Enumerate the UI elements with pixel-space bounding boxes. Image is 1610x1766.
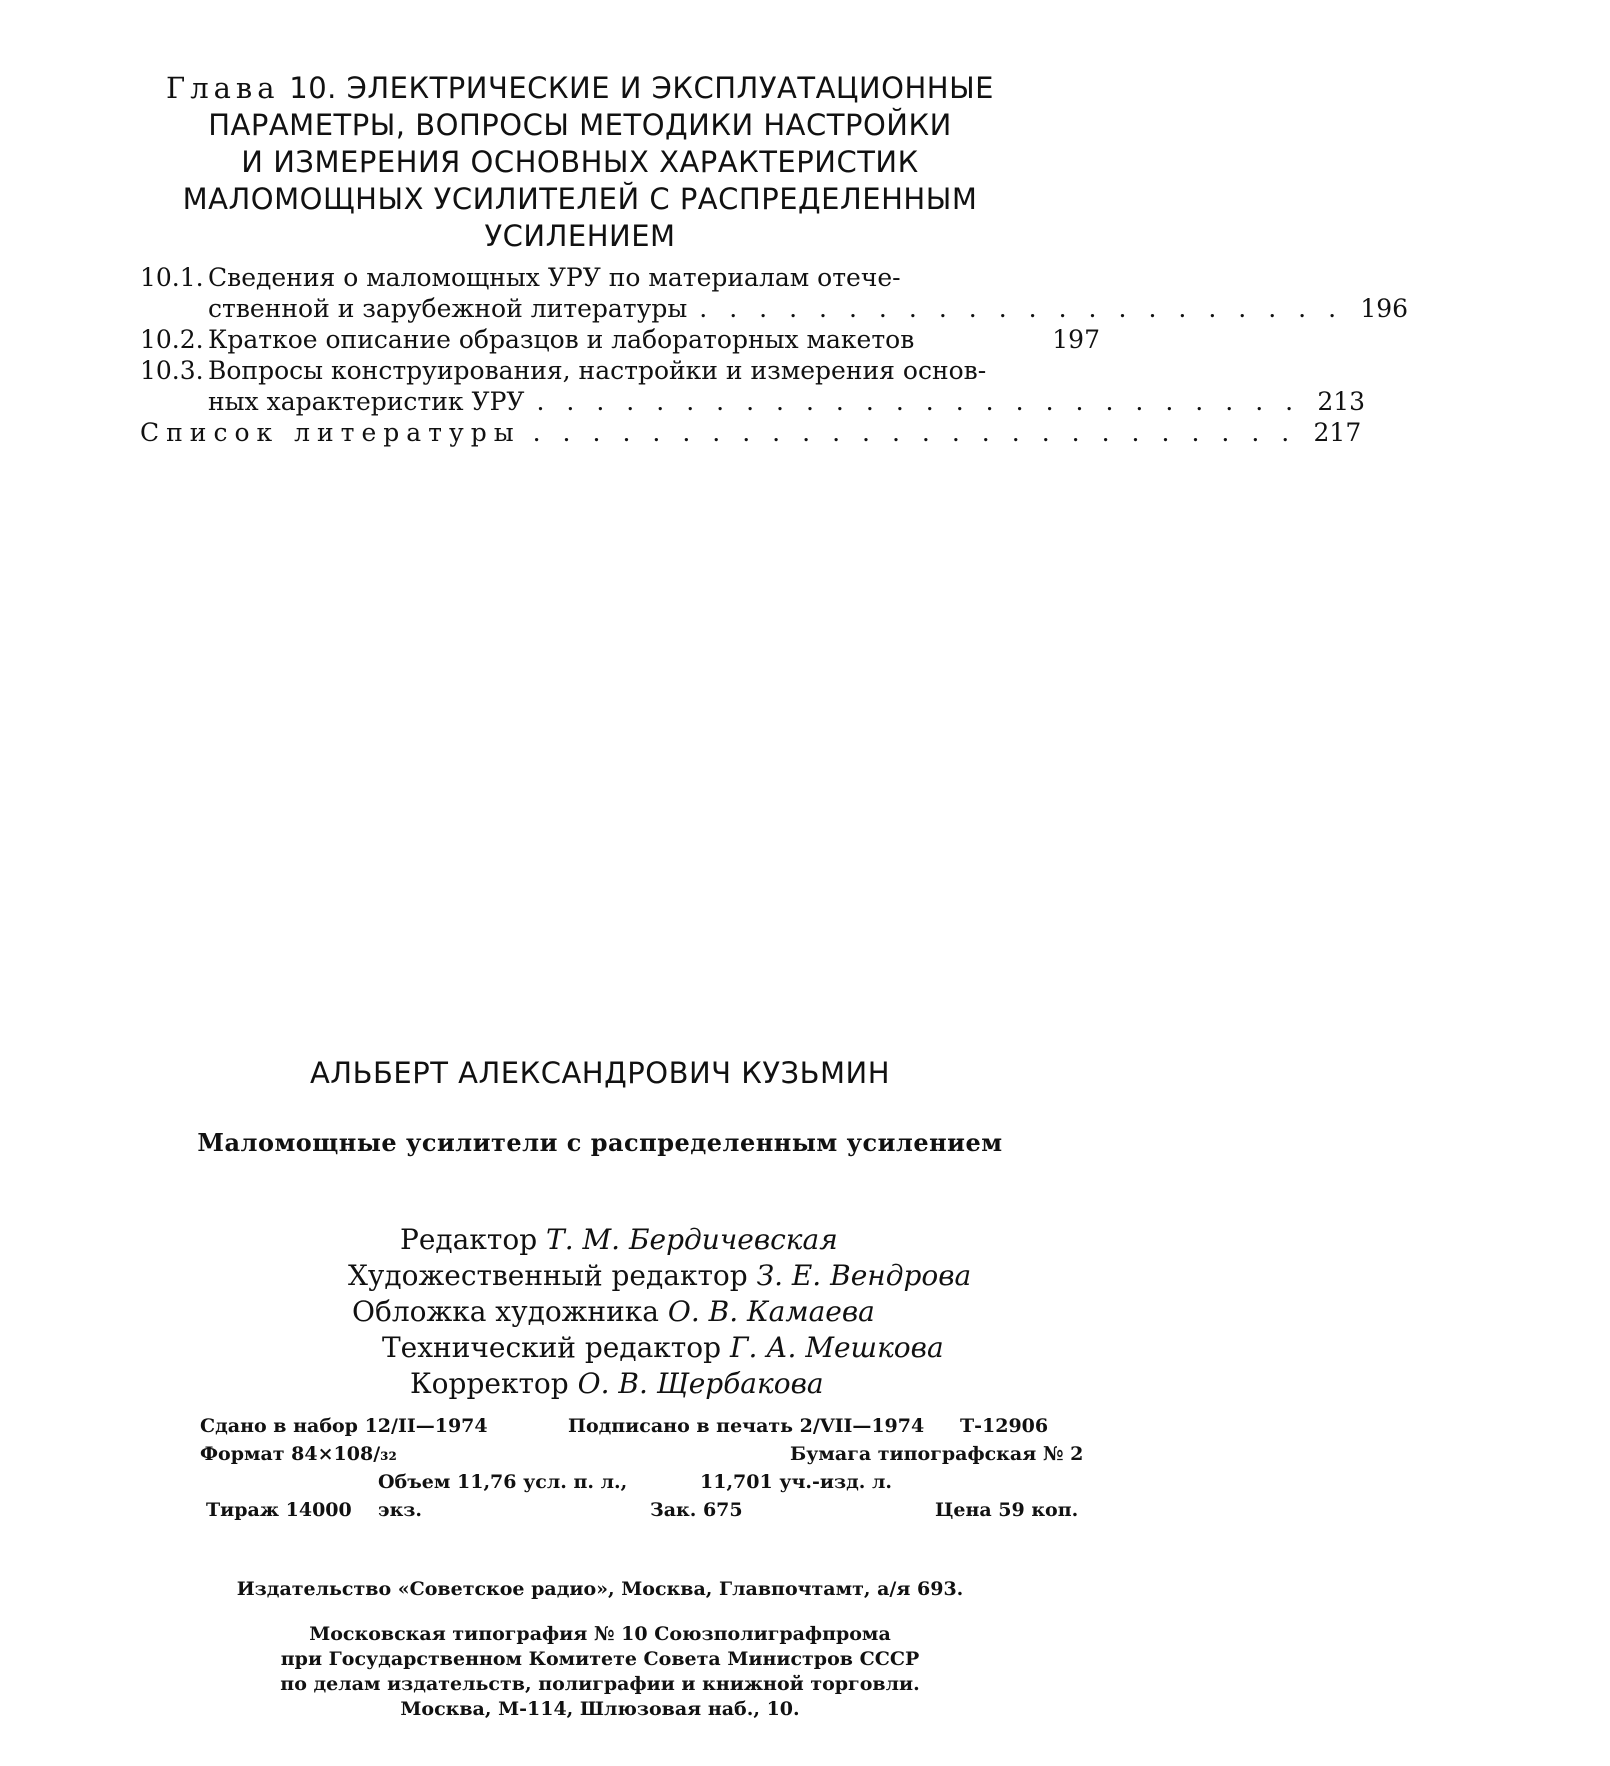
chapter-prefix: Глава <box>166 71 280 105</box>
credit-role: Корректор <box>410 1367 569 1400</box>
toc-entry <box>140 262 1409 324</box>
order-number: Зак. 675 <box>650 1499 743 1521</box>
credit-line <box>348 1258 1548 1294</box>
order-code: Т-12906 <box>960 1415 1049 1437</box>
pubinfo-row <box>200 1468 1080 1496</box>
toc-entry <box>140 355 1366 417</box>
toc-title: Вопросы конструирования, настройки и измерения основ- <box>208 356 987 385</box>
credit-line <box>382 1330 1582 1366</box>
chapter-title-line: УСИЛЕНИЕМ <box>484 219 676 253</box>
credit-person: Т. М. Бердичевская <box>546 1223 838 1256</box>
toc-number: 10.1. <box>140 263 204 292</box>
chapter-heading <box>120 70 1040 255</box>
toc-title: Краткое описание образцов и лабораторных макетов <box>208 325 915 354</box>
toc-title: Список литературы <box>140 418 521 447</box>
signed-to-print: Подписано в печать 2/VII—1974 <box>568 1415 925 1437</box>
toc-number: 10.2. <box>140 325 204 354</box>
pubinfo-row <box>200 1412 1080 1440</box>
author-name: АЛЬБЕРТ АЛЕКСАНДРОВИЧ КУЗЬМИН <box>309 1056 891 1090</box>
toc-entry <box>140 324 1100 355</box>
chapter-heading-line-1 <box>120 70 1040 107</box>
toc-number: 10.3. <box>140 356 204 385</box>
credit-person: Г. А. Мешкова <box>729 1331 944 1364</box>
toc-title: Сведения о маломощных УРУ по материалам отече- <box>208 263 901 292</box>
toc-entry <box>140 417 1362 448</box>
credits <box>0 1222 1200 1402</box>
publisher: Издательство «Советское радио», Москва, Главпочтамт, а/я 693. <box>236 1578 964 1600</box>
credit-role: Художественный редактор <box>348 1259 748 1292</box>
publication-info <box>200 1412 1084 1524</box>
toc-page-number: 213 <box>1317 387 1366 416</box>
credit-role: Обложка художника <box>352 1295 659 1328</box>
volume: Объем 11,76 усл. п. л., <box>378 1471 628 1493</box>
toc-title-continued: ных характеристик УРУ <box>208 387 525 416</box>
credit-person: О. В. Камаева <box>667 1295 875 1328</box>
toc-page-number: 217 <box>1313 418 1362 447</box>
chapter-title-line: МАЛОМОЩНЫХ УСИЛИТЕЛЕЙ С РАСПРЕДЕЛЕННЫМ <box>182 182 978 216</box>
printer-line: при Государственном Комитете Совета Министров СССР <box>280 1648 920 1670</box>
table-of-contents <box>140 262 1409 448</box>
printer-line: Москва, М-114, Шлюзовая наб., 10. <box>400 1698 800 1720</box>
pubinfo-row <box>200 1440 1084 1468</box>
toc-page-number: 196 <box>1360 294 1409 323</box>
toc-title-continued: ственной и зарубежной литературы <box>208 294 688 323</box>
sent-to-set: Сдано в набор 12/II—1974 <box>200 1415 488 1437</box>
credit-person: О. В. Щербакова <box>577 1367 824 1400</box>
printer-line: Московская типография № 10 Союзполиграфпрома <box>309 1623 891 1645</box>
paper: Бумага типографская № 2 <box>790 1443 1084 1465</box>
toc-page-number: 197 <box>1052 325 1100 354</box>
credit-person: З. Е. Вендрова <box>756 1259 972 1292</box>
pubinfo-row <box>200 1496 1080 1524</box>
credit-role: Редактор <box>400 1223 538 1256</box>
print-run-unit: экз. <box>378 1499 423 1521</box>
chapter-title-line: 10. ЭЛЕКТРИЧЕСКИЕ И ЭКСПЛУАТАЦИОННЫЕ <box>289 71 994 105</box>
credit-line <box>352 1294 1552 1330</box>
book-title: Маломощные усилители с распределенным усилением <box>197 1128 1003 1157</box>
chapter-title-line: И ИЗМЕРЕНИЯ ОСНОВНЫХ ХАРАКТЕРИСТИК <box>241 145 919 179</box>
leader-dots: .......................... <box>532 418 1312 447</box>
print-run: Тираж 14000 <box>206 1499 352 1521</box>
chapter-title-line: ПАРАМЕТРЫ, ВОПРОСЫ МЕТОДИКИ НАСТРОЙКИ <box>208 108 952 142</box>
leader-dots: .......................... <box>536 387 1316 416</box>
credit-line <box>400 1222 1600 1258</box>
credit-line <box>410 1366 1610 1402</box>
price: Цена 59 коп. <box>935 1499 1079 1521</box>
printer-info <box>0 1622 1200 1722</box>
leader-dots: ...................... <box>699 294 1359 323</box>
credit-role: Технический редактор <box>382 1331 722 1364</box>
printer-line: по делам издательств, полиграфии и книжной торговли. <box>280 1673 920 1695</box>
volume-pub: 11,701 уч.-изд. л. <box>700 1471 893 1493</box>
format: Формат 84×108/₃₂ <box>200 1443 397 1465</box>
